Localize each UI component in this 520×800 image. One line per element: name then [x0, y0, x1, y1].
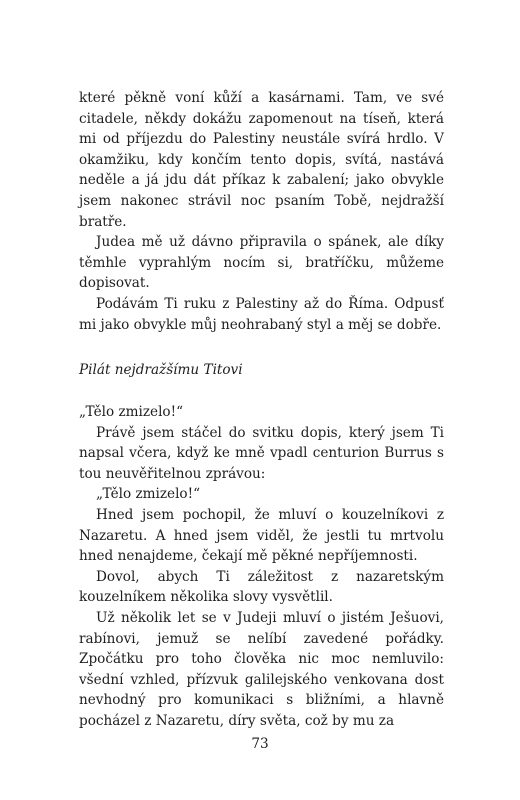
letter-body: [79, 402, 444, 732]
paragraph: Už několik let se v Judeji mluví o jistém Ješuovi, rabínovi, jemuž se nelíbí zavedené pořádky. Zpočátku pro toho člověka nic moc nemluvilo: všední vzhled, přízvuk galilejského venkovana dost nevhodný pro komunikaci s bližními, a hlavně pocházel z Nazaretu, díry světa, což by mu za: [79, 609, 444, 729]
letter-ending: [79, 88, 444, 335]
paragraph: „Tělo zmizelo!“: [96, 486, 201, 503]
paragraph: Podávám Ti ruku z Palestiny až do Říma. Odpusť mi jako obvykle můj neohrabaný styl a měj se dobře.: [79, 295, 444, 333]
page-number: 73: [251, 736, 269, 752]
paragraph: Judea mě už dávno připravila o spánek, ale díky těmhle vyprahlým nocím si, bratříčku, můžeme dopisovat.: [79, 234, 444, 292]
paragraph: Dovol, abych Ti záležitost z nazaretským kouzelníkem několika slovy vysvětlil.: [79, 568, 444, 606]
paragraph: „Tělo zmizelo!“: [79, 404, 184, 420]
letter-heading: Pilát nejdražšímu Titovi: [79, 362, 243, 378]
paragraph: které pěkně voní kůží a kasárnami. Tam, ve své citadele, někdy dokážu zapomenout na tíseň, která mi od příjezdu do Palestiny neustále svírá hrdlo. V okamžiku, kdy končím tento dopis, svítá, nastává neděle a já jdu dát příkaz k zabalení; jako obvykle jsem nakonec strávil noc psaním Tobě, nejdražší bratře.: [79, 90, 444, 230]
paragraph: Hned jsem pochopil, že mluví o kouzelníkovi z Nazaretu. A hned jsem viděl, že jestli tu mrtvolu hned nenajdeme, čekají mě pěkné nepříjemnosti.: [79, 506, 444, 565]
paragraph: Právě jsem stáčel do svitku dopis, který jsem Ti napsal včera, když ke mně vpadl centurion Burrus s tou neuvěřitelnou zprávou:: [79, 424, 444, 482]
